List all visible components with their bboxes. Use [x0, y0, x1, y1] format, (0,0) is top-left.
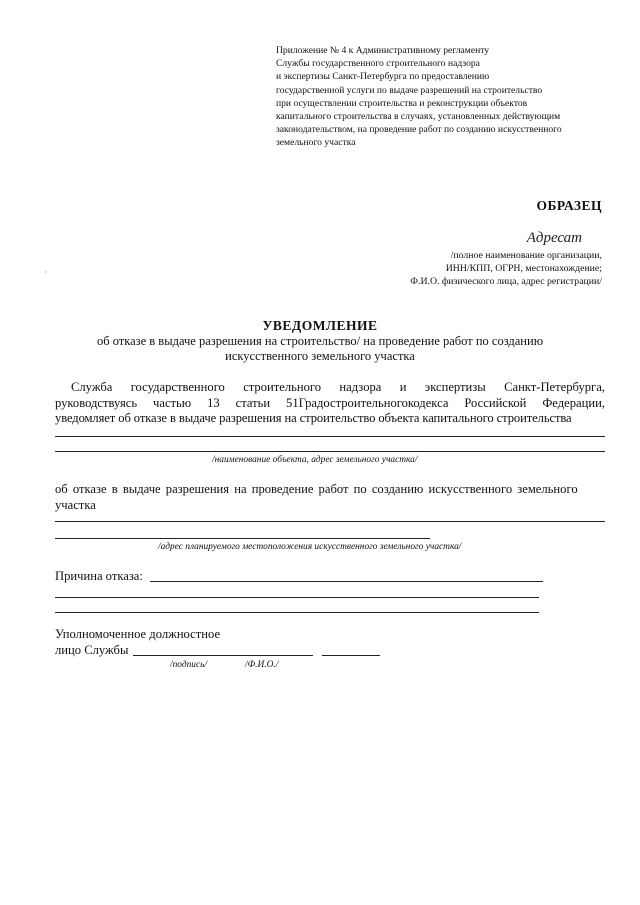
- appendix-line: и экспертизы Санкт-Петербурга по предоставлению: [276, 71, 490, 83]
- word: экспертизы: [424, 380, 486, 394]
- appendix-line: земельного участка: [276, 137, 356, 149]
- name-fill-line[interactable]: [322, 655, 380, 656]
- appendix-line: Службы государственного строительного надзора: [276, 58, 480, 70]
- location-fill-line-2[interactable]: [55, 538, 430, 539]
- word: руководствуясь: [55, 395, 138, 410]
- signatory-label-line-1: Уполномоченное должностное: [55, 627, 221, 641]
- notice-subtitle: [40, 334, 600, 363]
- word: государственного: [130, 380, 225, 394]
- scan-speck: ·: [44, 268, 47, 277]
- reason-fill-line-2[interactable]: [55, 597, 539, 598]
- refusal-works-line: участка: [55, 497, 96, 512]
- object-fill-line-2[interactable]: [55, 451, 605, 452]
- addressee-note: [342, 250, 602, 288]
- word: надзора: [339, 380, 382, 394]
- appendix-header: [276, 44, 616, 150]
- word: 13: [207, 395, 220, 410]
- addressee-title: Адресат: [526, 230, 582, 246]
- body-line-3: уведомляет об отказе в выдаче разрешения на строительство объекта капитального строительства: [55, 411, 572, 425]
- body-line-2: [55, 396, 605, 412]
- addressee-note-line: ИНН/КПП, ОГРН, местонахождение;: [445, 262, 602, 274]
- sample-label: ОБРАЗЕЦ: [536, 198, 602, 213]
- body-line-1: [55, 380, 605, 396]
- appendix-line: Приложение № 4 к Административному регламенту: [276, 45, 490, 56]
- addressee-note-line: Ф.И.О. физического лица, адрес регистрации/: [410, 275, 602, 287]
- word: Российской: [464, 395, 527, 410]
- signature-fill-line[interactable]: [133, 655, 313, 656]
- reason-fill-line-1[interactable]: [150, 581, 543, 582]
- word: 51Градостроительногокодекса: [286, 395, 449, 410]
- appendix-line: законодательством, на проведение работ по созданию искусственного: [276, 124, 562, 136]
- word: Федерации,: [542, 395, 605, 410]
- word: и: [399, 380, 407, 394]
- reason-fill-line-3[interactable]: [55, 612, 539, 613]
- location-fill-line-1[interactable]: [55, 521, 605, 522]
- name-caption: /Ф.И.О./: [245, 660, 279, 670]
- location-caption: /адрес планируемого местоположения искусственного земельного участка/: [158, 542, 462, 552]
- notice-subtitle-line: об отказе в выдаче разрешения на строительство/ на проведение работ по созданию: [96, 334, 544, 348]
- appendix-line: капитального строительства в случаях, установленных действующим: [276, 111, 561, 123]
- appendix-line: при осуществлении строительства и реконструкции объектов: [276, 97, 528, 109]
- reason-label: Причина отказа:: [55, 569, 143, 583]
- word: строительного: [243, 380, 322, 394]
- body-paragraph: [55, 380, 605, 427]
- appendix-line: государственной услуги по выдаче разрешений на строительство: [276, 84, 543, 96]
- addressee-note-line: /полное наименование организации,: [450, 250, 602, 261]
- word: частью: [153, 395, 192, 410]
- refusal-works-paragraph: [55, 482, 605, 513]
- word: статьи: [235, 395, 271, 410]
- object-fill-line-1[interactable]: [55, 436, 605, 437]
- signatory-label-line-2: лицо Службы: [55, 643, 129, 657]
- word: Санкт-Петербурга,: [504, 380, 605, 394]
- refusal-works-line: об отказе в выдаче разрешения на проведение работ по созданию искусственного земельного: [55, 482, 578, 496]
- notice-subtitle-line: искусственного земельного участка: [225, 348, 415, 363]
- object-caption: /наименование объекта, адрес земельного участка/: [212, 455, 418, 465]
- signature-caption: /подпись/: [170, 660, 208, 670]
- word: Служба: [71, 380, 113, 394]
- notice-title: УВЕДОМЛЕНИЕ: [262, 318, 378, 333]
